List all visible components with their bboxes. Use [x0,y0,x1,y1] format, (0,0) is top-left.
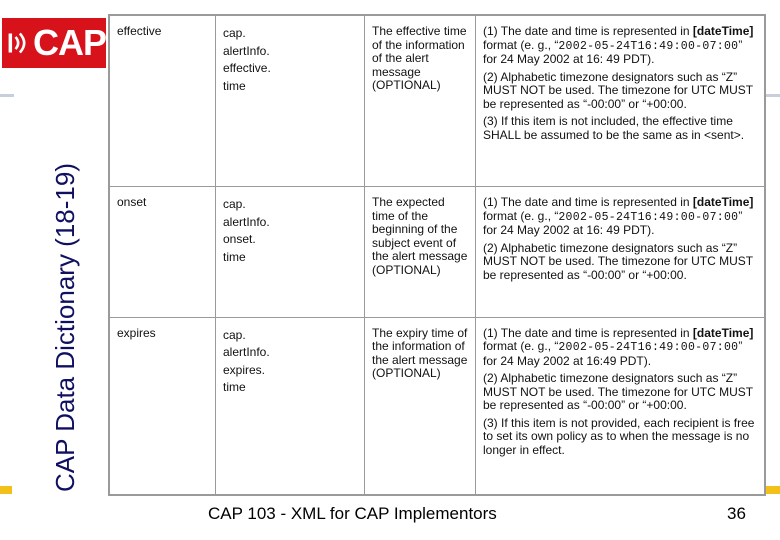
element-name-cell [110,317,216,494]
note-paragraph: (2) Alphabetic timezone designators such as “Z” MUST NOT be used. The timezone for UTC MUST be represented as “-00:00” or “+00:00. [483,69,753,111]
datetime-example: 2002-05-24T16:49:00-07:00 [558,341,739,355]
data-dictionary-table [108,14,766,496]
datatype-label: [dateTime] [692,24,754,38]
datetime-example: 2002-05-24T16:49:00-07:00 [558,39,739,53]
note-text: (1) The date and time is represented in [483,24,693,38]
element-name: expires [117,325,156,340]
notes-cell [476,317,765,494]
datatype-label: [dateTime] [692,195,754,210]
note-paragraph: (2) Alphabetic timezone designators such as “Z” MUST NOT be used. The timezone for UTC MUST be represented as “-00:00” or “+00:00. [483,240,753,282]
definition-cell [365,187,476,317]
note-paragraph: (3) If this item is not provided, each recipient is free to set its own policy as to when the message is no longer in effect. [483,415,755,457]
definition-text: The expiry time of the information of the alert message (OPTIONAL) [372,325,468,381]
definition-cell [365,317,476,494]
note-paragraph [483,25,758,67]
note-paragraph [483,196,758,238]
slide-title-range: (18-19) [50,162,80,247]
note-text: (1) The date and time is represented in [483,195,693,210]
footer-title: CAP 103 - XML for CAP Implementors [208,504,497,523]
broadcast-signal-icon [6,28,32,58]
context-name-part: cap. [223,26,246,40]
note-text: ” for 24 May 2002 at 16: 49 PDT). [483,208,743,238]
notes-cell [476,187,765,317]
logo-text: CAP [32,22,106,63]
datatype-label: [dateTime] [692,325,754,340]
context-name-cell [216,16,365,187]
context-name-part: expires. [223,362,266,377]
element-name-cell [110,187,216,317]
note-text: format (e. g., “ [483,208,559,223]
decorative-line-left [0,94,14,97]
element-name: effective [117,24,162,38]
note-paragraph: (3) If this item is not included, the effective time SHALL be assumed to be the same as in <sent>. [483,114,745,142]
context-name-part: alertInfo. [223,43,270,58]
definition-text: The expected time of the beginning of the subject event of the alert message (OPTIONAL) [372,195,468,277]
definition-text: The effective time of the information of the alert message (OPTIONAL) [372,24,467,92]
datetime-example: 2002-05-24T16:49:00-07:00 [558,210,739,224]
slide-title [50,163,80,492]
table-row-expires [110,317,765,494]
context-name-part: cap. [223,197,246,212]
table-row-effective [110,16,765,187]
decorative-bar-right [764,486,780,494]
note-text: ” for 24 May 2002 at 16:49 PDT). [483,339,743,368]
definition-cell [365,16,476,187]
context-name-part: alertInfo. [223,345,270,360]
page-number: 36 [727,504,746,523]
decorative-bar-left [0,486,12,494]
context-name-part: onset. [223,232,256,247]
decorative-line-right [764,94,780,97]
note-paragraph: (2) Alphabetic timezone designators such as “Z” MUST NOT be used. The timezone for UTC MUST be represented as “-00:00” or “+00:00. [483,371,753,413]
note-text: format (e. g., “ [483,37,559,52]
note-text: (1) The date and time is represented in [483,325,693,340]
element-name: onset [117,195,147,210]
context-name-part: alertInfo. [223,214,270,229]
context-name-cell [216,317,365,494]
context-name-part: effective. [223,61,271,75]
context-name-part: time [223,380,246,395]
context-name-cell [216,187,365,317]
notes-cell [476,16,765,187]
context-name-part: time [223,78,246,93]
context-name-part: time [223,249,246,264]
note-text: ” for 24 May 2002 at 16: 49 PDT). [483,37,743,66]
cap-logo [2,18,106,68]
note-text: format (e. g., “ [483,339,559,354]
context-name-part: cap. [223,327,246,342]
slide-title-main: CAP Data Dictionary [50,254,80,492]
note-paragraph [483,327,758,369]
element-name-cell [110,16,216,187]
table-row-onset [110,187,765,317]
